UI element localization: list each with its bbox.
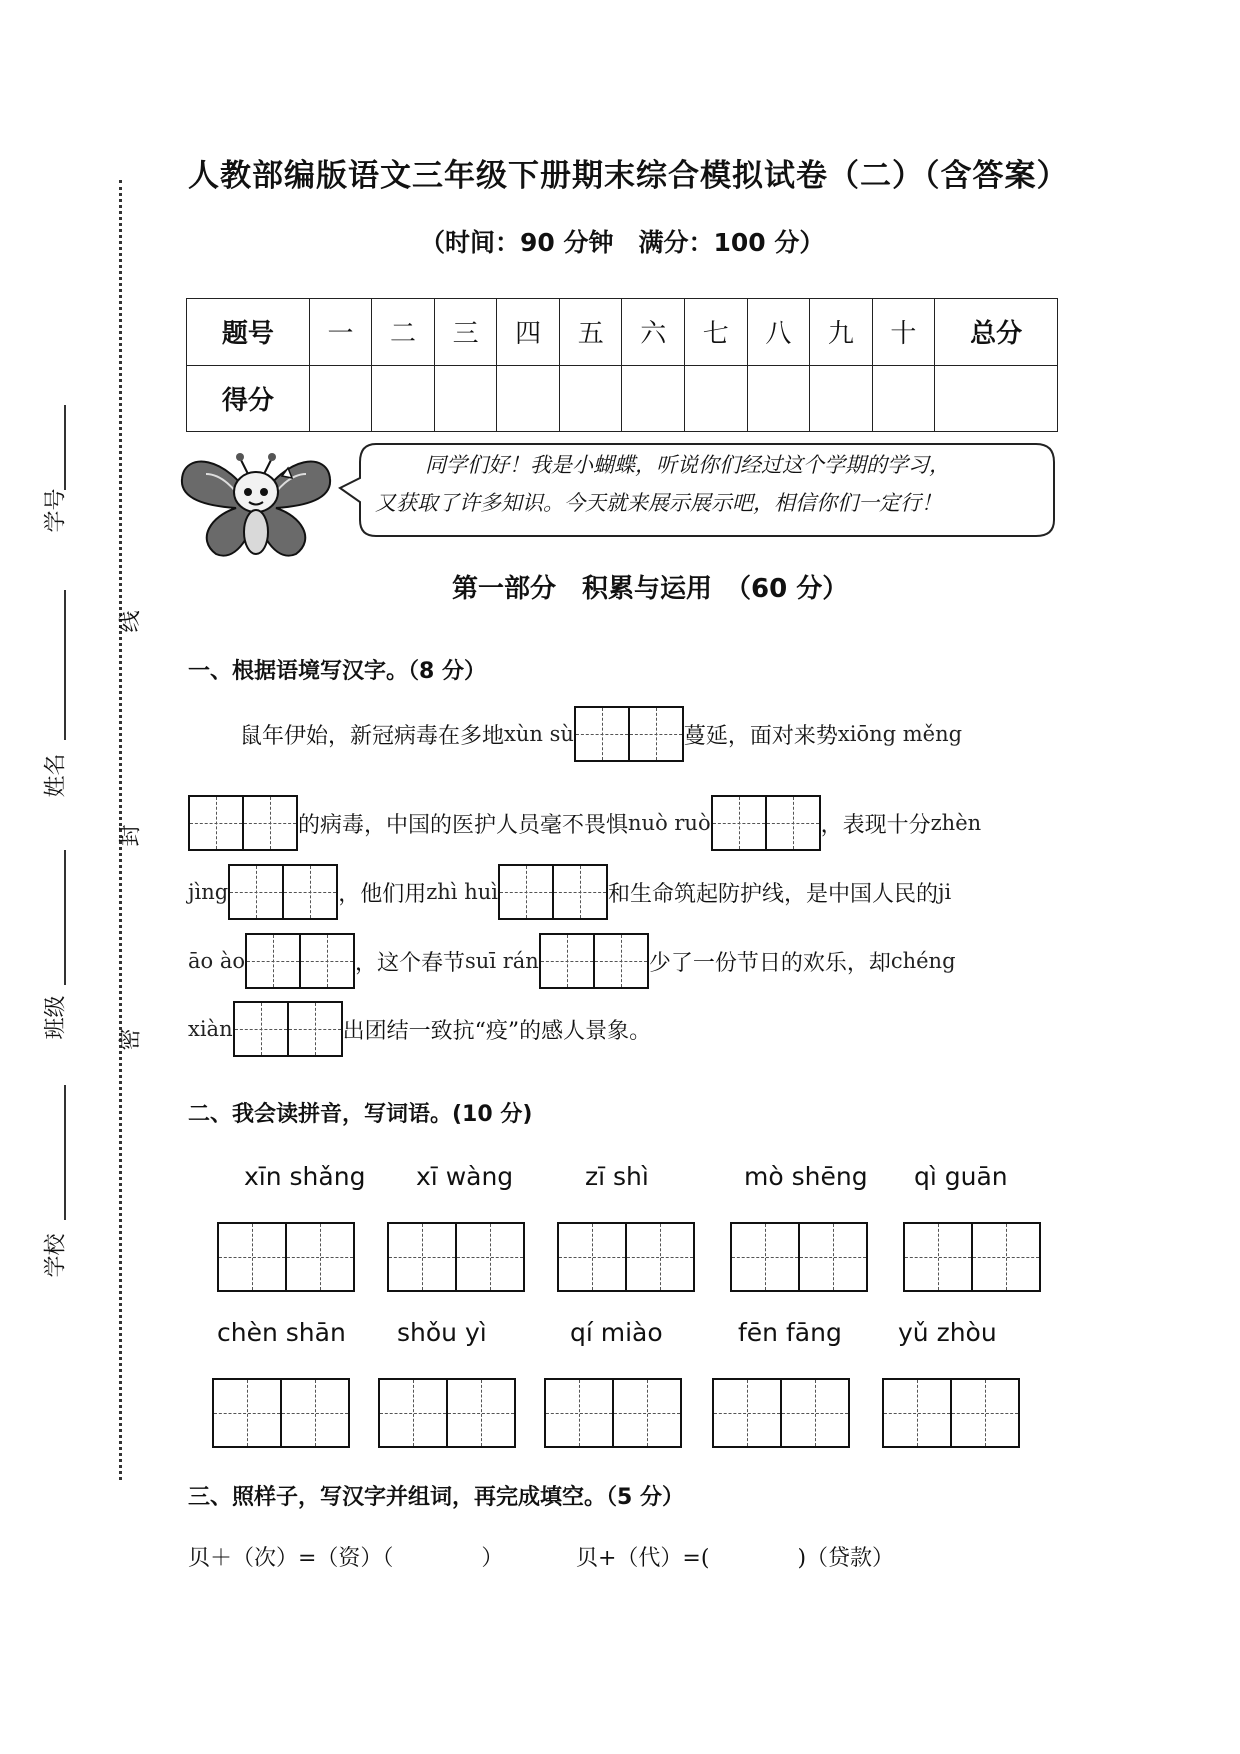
score-header-cell: 一 [309, 299, 372, 366]
word-answer-grid[interactable] [557, 1222, 695, 1292]
score-header-cell: 题号 [187, 299, 310, 366]
pinyin-word: qí miào [570, 1318, 663, 1347]
pinyin-hint: xiàn [188, 1017, 233, 1041]
score-header-cell: 五 [559, 299, 622, 366]
answer-grid[interactable] [245, 933, 355, 989]
score-header-cell: 二 [372, 299, 435, 366]
pinyin-hint: xùn sù [504, 722, 574, 746]
pinyin-hint: chéng [890, 949, 956, 973]
name-label: 姓名 [43, 753, 69, 798]
score-cell[interactable] [810, 365, 873, 432]
word-answer-grid[interactable] [378, 1378, 516, 1448]
score-header-cell: 总分 [935, 299, 1058, 366]
score-table-header-row [187, 299, 1058, 366]
passage-text: 鼠年伊始，新冠病毒在多地 [240, 723, 505, 749]
word-answer-grid[interactable] [544, 1378, 682, 1448]
word-answer-grid[interactable] [387, 1222, 525, 1292]
section-one-line-4 [188, 933, 956, 989]
passage-text: ，表现十分 [820, 812, 931, 838]
answer-grid[interactable] [539, 933, 649, 989]
bubble-text-line-2: 又获取了许多知识。今天就来展示展示吧，相信你们一定行！ [375, 491, 942, 515]
name-blank[interactable] [64, 590, 66, 740]
pinyin-word: mò shēng [744, 1162, 868, 1191]
score-header-cell: 十 [872, 299, 935, 366]
score-cell[interactable] [685, 365, 748, 432]
score-cell[interactable] [872, 365, 935, 432]
passage-text: 出团结一致抗“疫”的感人景象。 [342, 1018, 652, 1044]
section-three-example-1[interactable]: 贝＋（次）=（资）（ ） [188, 1546, 504, 1571]
passage-text: 和生命筑起防护线，是中国人民的 [607, 881, 938, 907]
answer-grid[interactable] [711, 795, 821, 851]
score-cell[interactable] [309, 365, 372, 432]
pinyin-word: fēn fāng [738, 1318, 842, 1347]
butterfly-mascot-icon [176, 444, 336, 564]
passage-text: ，这个春节 [355, 950, 466, 976]
section-one-line-2 [188, 795, 981, 851]
answer-grid[interactable] [188, 795, 298, 851]
section-one-line-3 [188, 864, 951, 920]
score-cell[interactable] [622, 365, 685, 432]
score-header-cell: 七 [685, 299, 748, 366]
word-answer-grid[interactable] [903, 1222, 1041, 1292]
score-cell[interactable] [747, 365, 810, 432]
section-one-heading: 一、根据语境写汉字。（8 分） [188, 659, 486, 684]
score-table-score-row [187, 365, 1058, 432]
answer-grid[interactable] [498, 864, 608, 920]
exam-time-score: （时间：90 分钟 满分：100 分） [420, 228, 825, 257]
pinyin-hint: āo ào [188, 949, 246, 973]
student-id-blank[interactable] [64, 405, 66, 490]
answer-grid[interactable] [574, 706, 684, 762]
binding-mark-secret: 密 [118, 1028, 144, 1051]
pinyin-hint: jìng [188, 880, 229, 904]
pinyin-word: qì guān [914, 1162, 1008, 1191]
score-cell[interactable] [497, 365, 560, 432]
score-table [186, 298, 1058, 432]
school-label: 学校 [43, 1233, 69, 1278]
binding-mark-seal: 封 [118, 824, 144, 847]
score-cell[interactable] [559, 365, 622, 432]
student-id-label: 学号 [43, 488, 69, 533]
binding-mark-line: 线 [118, 610, 144, 633]
section-two-heading: 二、我会读拼音，写词语。(10 分) [188, 1102, 533, 1127]
score-header-cell: 六 [622, 299, 685, 366]
score-header-cell: 九 [810, 299, 873, 366]
class-label: 班级 [43, 995, 69, 1040]
passage-text: 少了一份节日的欢乐，却 [648, 950, 891, 976]
word-answer-grid[interactable] [882, 1378, 1020, 1448]
passage-text: ，他们用 [338, 881, 427, 907]
word-answer-grid[interactable] [712, 1378, 850, 1448]
pinyin-word: xīn shǎng [244, 1162, 366, 1191]
pinyin-word: shǒu yì [397, 1318, 487, 1347]
section-one-line-1 [240, 706, 962, 762]
passage-text: 的病毒，中国的医护人员毫不畏惧 [298, 812, 629, 838]
pinyin-hint: nuò ruò [628, 811, 711, 835]
word-answer-grid[interactable] [217, 1222, 355, 1292]
answer-grid[interactable] [228, 864, 338, 920]
section-three-heading: 三、照样子，写汉字并组词，再完成填空。（5 分） [188, 1485, 684, 1510]
section-one-line-5 [188, 1001, 651, 1057]
pinyin-word: chèn shān [217, 1318, 346, 1347]
answer-grid[interactable] [233, 1001, 343, 1057]
part-one-heading: 第一部分 积累与运用 （60 分） [452, 574, 849, 604]
section-three-example-2[interactable]: 贝+（代）=( )（贷款） [576, 1546, 895, 1571]
score-cell[interactable] [434, 365, 497, 432]
score-cell[interactable] [372, 365, 435, 432]
score-cell[interactable] [935, 365, 1058, 432]
score-row-label: 得分 [187, 365, 310, 432]
pinyin-hint: ji [937, 880, 952, 904]
score-header-cell: 四 [497, 299, 560, 366]
pinyin-hint: zhèn [930, 811, 982, 835]
word-answer-grid[interactable] [212, 1378, 350, 1448]
passage-text: 蔓延，面对来势 [683, 723, 838, 749]
pinyin-word: zī shì [585, 1162, 649, 1191]
page-title: 人教部编版语文三年级下册期末综合模拟试卷（二）（含答案） [188, 158, 1069, 194]
pinyin-hint: xiōng měng [837, 722, 963, 746]
pinyin-hint: zhì huì [426, 880, 498, 904]
pinyin-word: xī wàng [416, 1162, 514, 1191]
bubble-text-line-1: 同学们好！我是小蝴蝶，听说你们经过这个学期的学习， [425, 453, 950, 477]
score-header-cell: 三 [434, 299, 497, 366]
word-answer-grid[interactable] [730, 1222, 868, 1292]
school-blank[interactable] [64, 1085, 66, 1220]
class-blank[interactable] [64, 850, 66, 985]
score-header-cell: 八 [747, 299, 810, 366]
pinyin-hint: suī rán [465, 949, 539, 973]
pinyin-word: yǔ zhòu [898, 1318, 997, 1347]
